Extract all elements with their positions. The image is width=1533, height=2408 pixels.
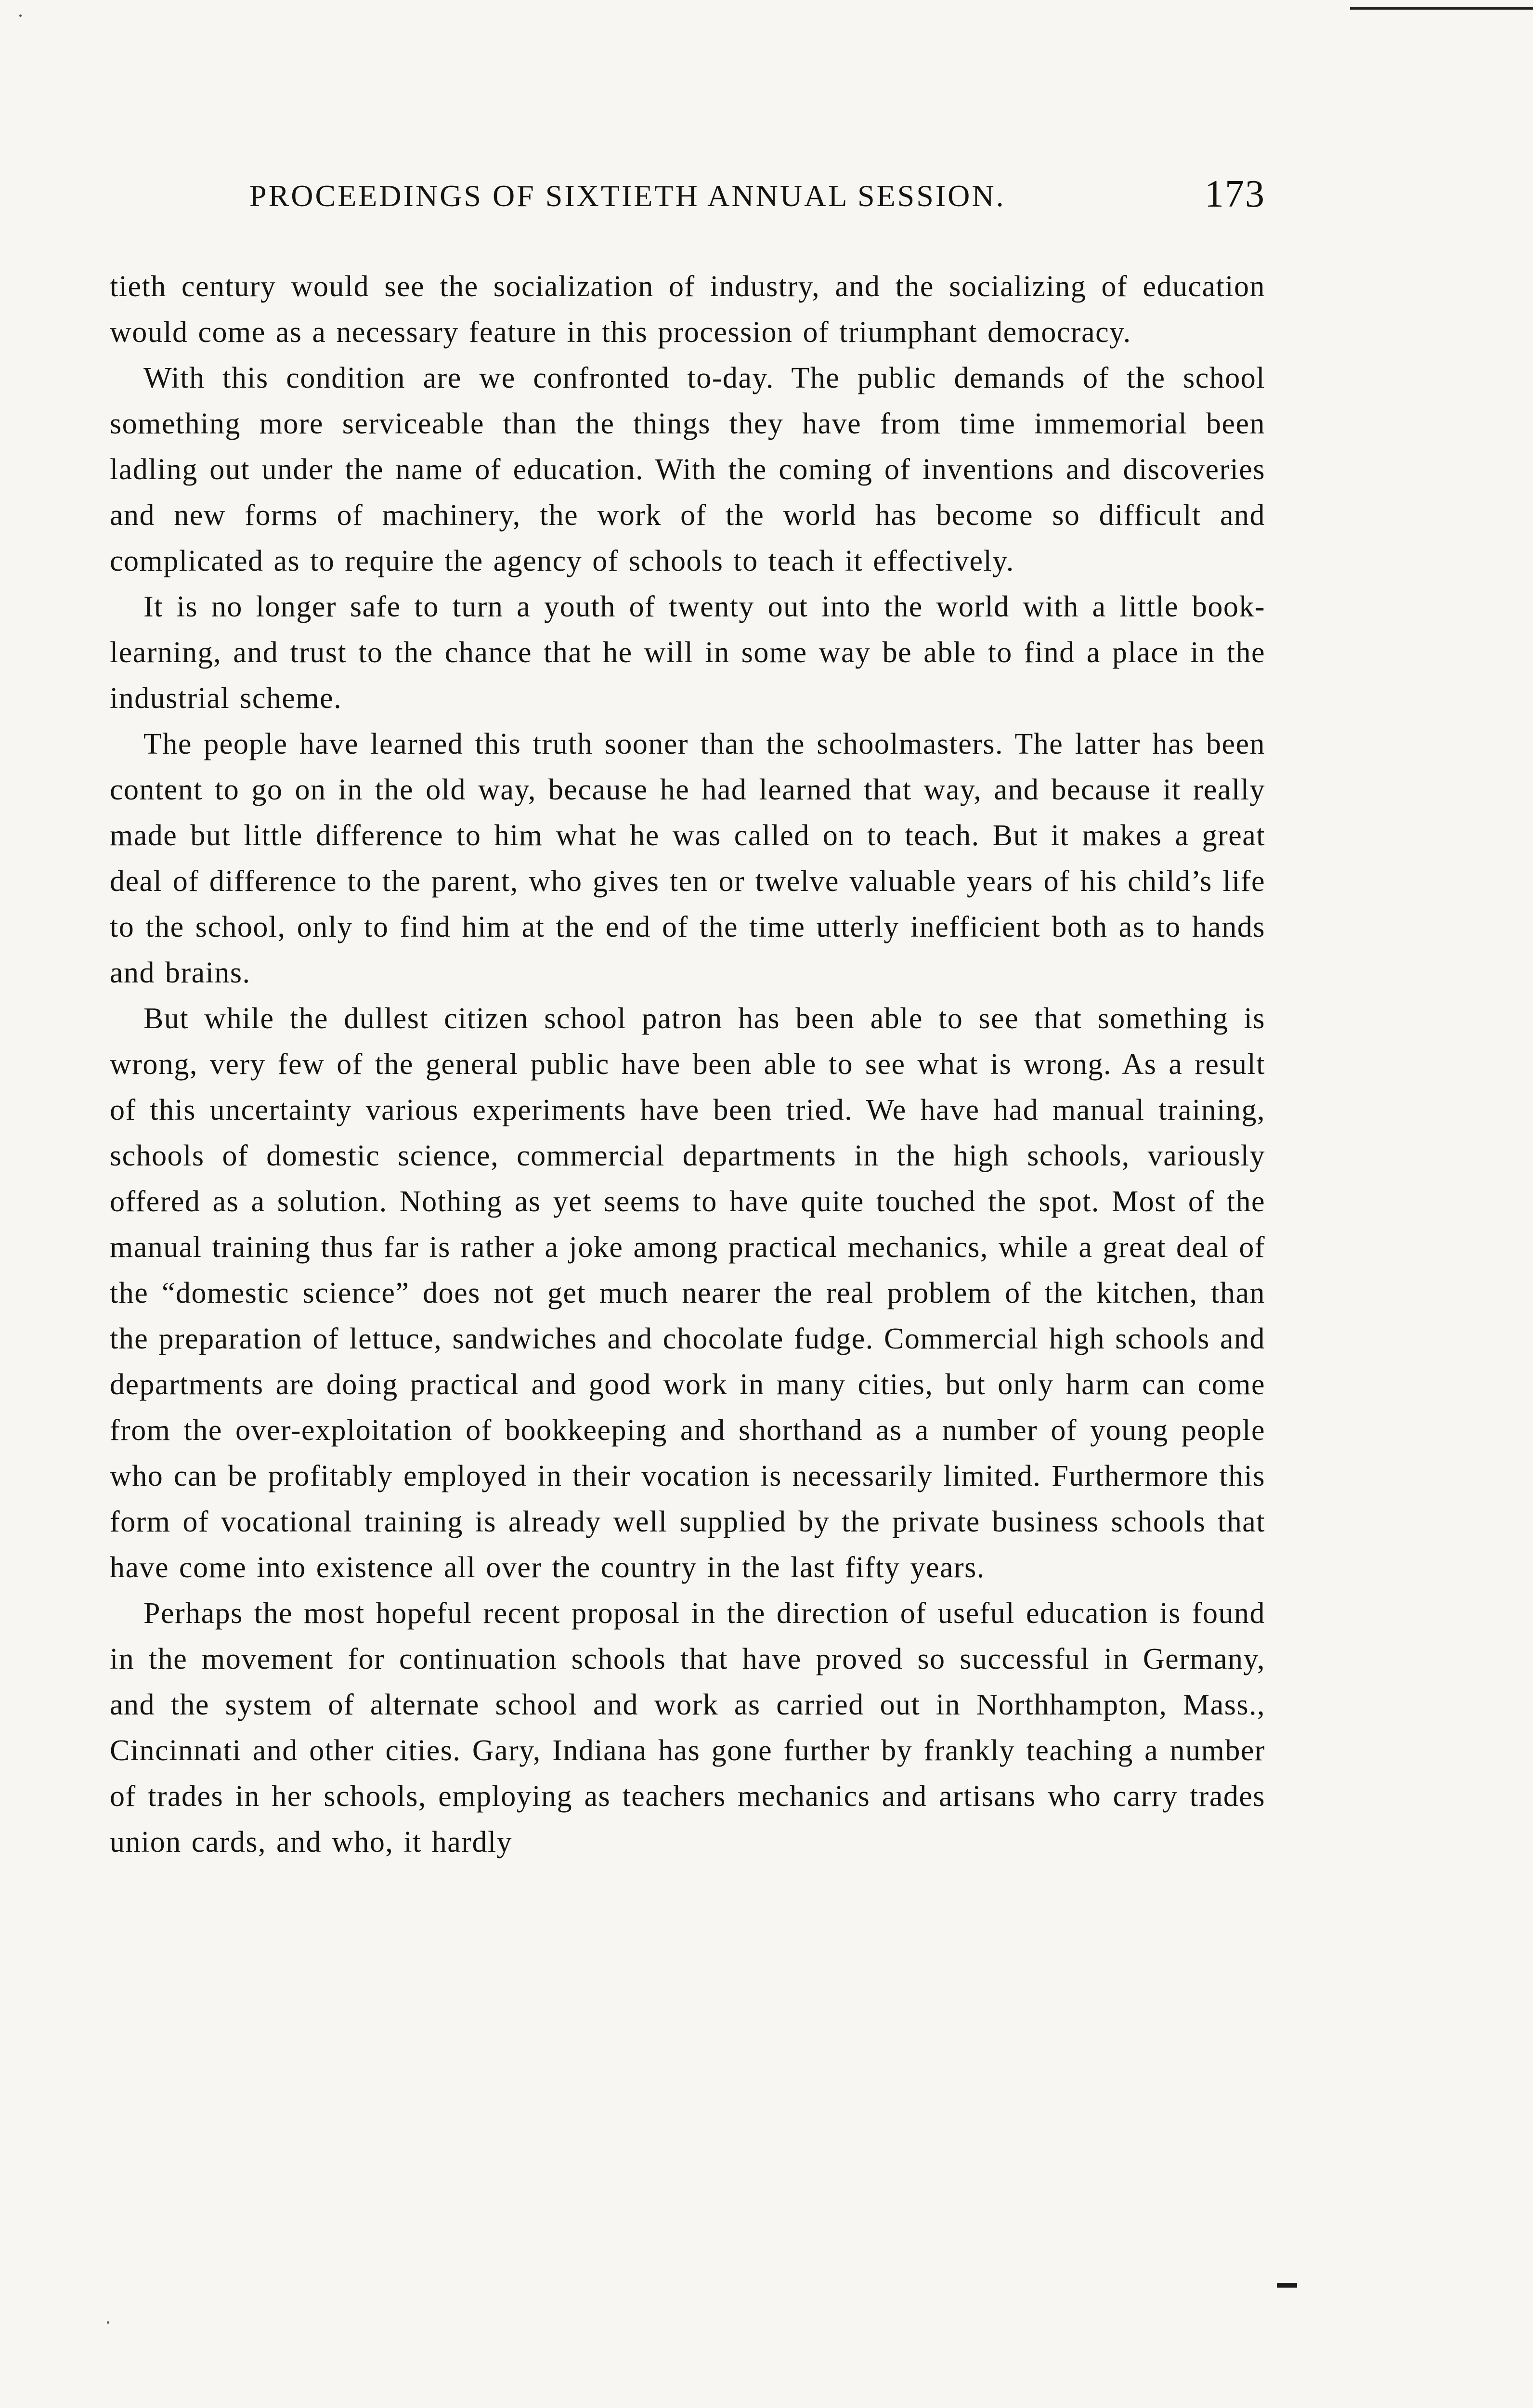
paragraph: It is no longer safe to turn a youth of twenty out into the world with a little book-learning, and trust to the chance that he will in some way be able to find a place in the industrial scheme. xyxy=(110,590,1265,715)
top-edge-rule xyxy=(1350,7,1533,10)
catchword-dash xyxy=(1277,2283,1297,2288)
running-head: PROCEEDINGS OF SIXTIETH ANNUAL SESSION. xyxy=(249,179,1006,213)
page-number: 173 xyxy=(1205,173,1265,215)
paper-speck xyxy=(19,14,22,17)
page-header xyxy=(110,171,1265,229)
paragraph: But while the dullest citizen school patron has been able to see that something is wrong, very few of the general public have been able to see what is wrong. As a result of this uncertainty various experiments have been tried. We have had manual training, schools of domestic science, commercial departments in the high schools, variously offered as a solution. Nothing as yet seems to have quite touched the spot. Most of the manual training thus far is rather a joke among practical mechanics, while a great deal of the “domestic science” does not get much nearer the real problem of the kitchen, than the preparation of lettuce, sandwiches and chocolate fudge. Commercial high schools and departments are doing practical and good work in many cities, but only harm can come from the over-exploitation of bookkeeping and shorthand as a number of young people who can be profitably employed in their vocation is necessarily limited. Furthermore this form of vocational training is already well supplied by the private business schools that have come into existence all over the country in the last fifty years. xyxy=(110,1002,1265,1584)
paragraph: The people have learned this truth sooner than the schoolmasters. The latter has been content to go on in the old way, because he had learned that way, and because it really made but little difference to him what he was called on to teach. But it makes a great deal of difference to the parent, who gives ten or twelve valuable years of his child’s life to the school, only to find him at the end of the time utterly inefficient both as to hands and brains. xyxy=(110,728,1265,989)
body-text xyxy=(110,264,1265,1865)
paper-speck xyxy=(107,2321,109,2324)
paragraph: With this condition are we confronted to-day. The public demands of the school something more serviceable than the things they have from time immemorial been ladling out under the name of education. With the coming of inventions and discoveries and new forms of machinery, the work of the world has become so difficult and complicated as to require the agency of schools to teach it effectively. xyxy=(110,362,1265,577)
paragraph: Perhaps the most hopeful recent proposal in the direction of useful education is found in the movement for continuation schools that have proved so successful in Germany, and the system of alternate school and work as carried out in Northhampton, Mass., Cincinnati and other cities. Gary, Indiana has gone further by frankly teaching a number of trades in her schools, employing as teachers mechanics and artisans who carry trades union cards, and who, it hardly xyxy=(110,1597,1265,1858)
paragraph-continued: tieth century would see the socialization of industry, and the socializing of education would come as a necessary feature in this procession of triumphant democracy. xyxy=(110,270,1265,349)
